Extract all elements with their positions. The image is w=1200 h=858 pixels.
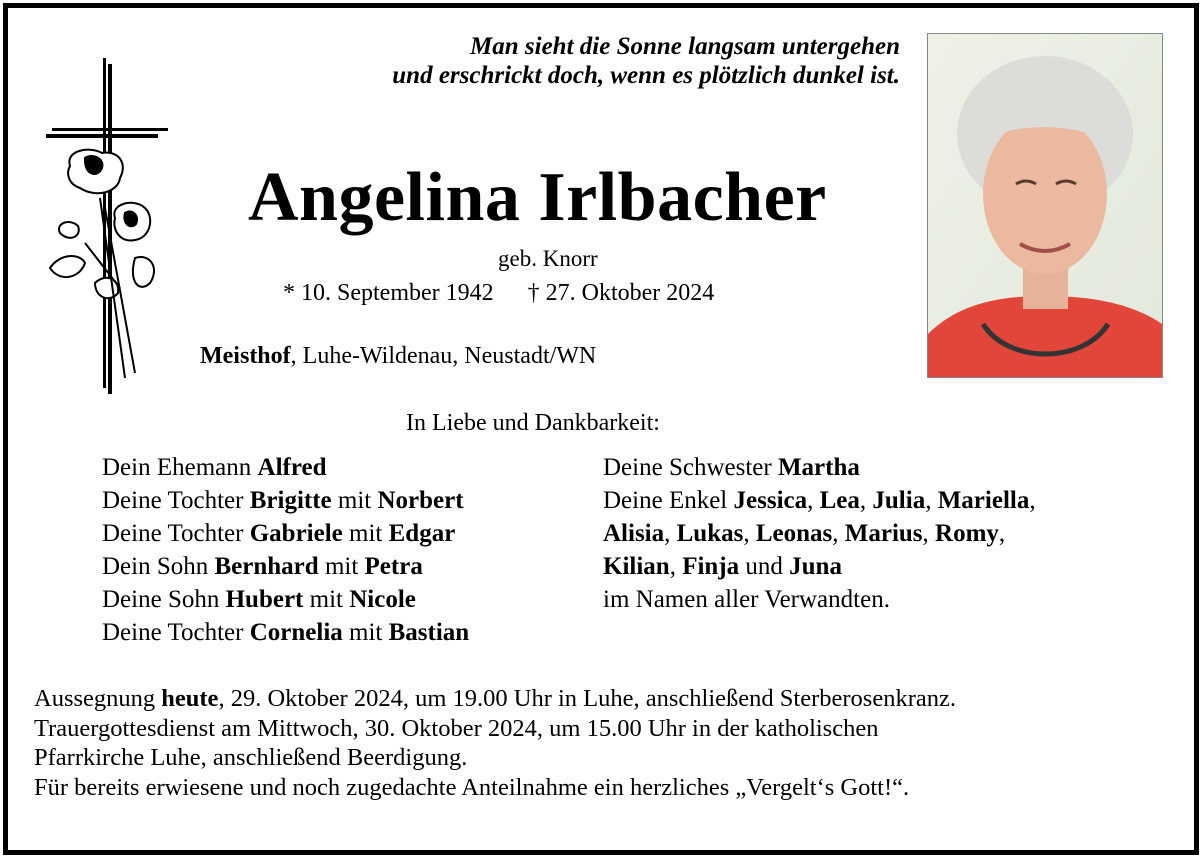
text-segment: , 29. Oktober 2024, um 19.00 Uhr in Luhe, anschließend Sterberosenkranz. [218,685,956,712]
name-highlight: Julia [872,487,926,514]
name-highlight: Petra [364,553,423,580]
text-segment: mit [342,520,389,547]
cross-with-roses-icon [40,58,180,398]
maiden-name: geb. Knorr [498,246,598,271]
text-segment: mit [303,586,350,613]
text-segment: Dein Sohn [102,553,215,580]
name-highlight: Hubert [225,586,304,613]
text-segment: Deine Tochter [102,520,250,547]
text-line [34,714,956,744]
text-segment: , [743,520,756,547]
text-line [102,550,469,583]
name-highlight: Brigitte [249,487,332,514]
text-segment: und [739,553,790,580]
service-details [34,684,956,802]
text-segment: Deine Enkel [603,487,734,514]
text-segment: , [832,520,845,547]
text-segment: , [1029,487,1036,514]
text-segment: Deine Sohn [102,586,226,613]
residence [200,343,596,370]
quote-line: Man sieht die Sonne langsam untergehen [470,33,900,60]
thanks-heading: In Liebe und Dankbarkeit: [406,410,660,436]
text-segment: , [669,553,683,580]
name-highlight: Leonas [755,520,833,547]
name-highlight: Juna [789,553,842,580]
name-highlight: Nicole [349,586,416,613]
portrait-photo [927,33,1163,378]
quote-line: und erschrickt doch, wenn es plötzlich dunkel ist. [392,62,900,89]
text-segment: im Namen aller Verwandten. [603,586,890,613]
text-segment: , [664,520,677,547]
name-highlight: Romy [935,520,999,547]
text-segment: Dein Ehemann [102,454,258,481]
text-line [102,583,469,616]
text-segment: , [859,487,873,514]
text-line [34,743,956,773]
name-highlight: Cornelia [249,619,343,646]
text-line [102,451,469,484]
name-highlight: Finja [682,553,740,580]
text-segment: , [998,520,1006,547]
text-segment: Deine Tochter [102,487,250,514]
name-highlight: Martha [777,454,860,481]
text-segment: Deine Tochter [102,619,250,646]
name-highlight: Bastian [388,619,470,646]
text-segment: mit [342,619,389,646]
name-highlight: Kilian [603,553,670,580]
birth-date: * 10. September 1942 [283,280,494,306]
name-highlight: Mariella [937,487,1030,514]
name-highlight: Alfred [257,454,327,481]
text-line [603,484,1036,517]
name-highlight: heute [161,685,219,712]
text-segment: Deine Schwester [603,454,778,481]
name-highlight: Jessica [733,487,808,514]
death-date: † 27. Oktober 2024 [527,280,715,306]
text-line [603,583,1036,616]
text-line [603,550,1036,583]
name-highlight: Lea [819,487,860,514]
text-segment: mit [331,487,378,514]
text-segment: , Luhe-Wildenau, Neustadt/WN [290,343,597,369]
text-line [34,684,956,714]
name-highlight: Marius [844,520,923,547]
text-line [603,517,1036,550]
name-highlight: Lukas [676,520,744,547]
text-line [102,484,469,517]
text-line [603,451,1036,484]
text-line [34,773,956,803]
name-highlight: Edgar [388,520,456,547]
life-dates [283,280,714,307]
text-segment: , [807,487,820,514]
text-line [102,517,469,550]
name-highlight: Norbert [377,487,464,514]
mourners-left [102,451,469,649]
text-segment: , [925,487,938,514]
text-segment: Trauergottesdienst am Mittwoch, 30. Oktober 2024, um 15.00 Uhr in der katholischen [34,714,879,742]
text-line [102,616,469,649]
name-highlight: Meisthof [200,343,291,369]
name-highlight: Bernhard [214,553,319,580]
text-segment: Für bereits erwiesene und noch zugedachte Anteilnahme ein herzliches „Vergelt‘s Gott!“. [34,773,910,801]
quote [392,32,900,90]
text-segment: Aussegnung [34,685,162,712]
mourners-right [603,451,1036,616]
text-segment: Pfarrkirche Luhe, anschließend Beerdigung. [34,744,468,771]
name-highlight: Gabriele [249,520,343,547]
text-segment: mit [318,553,365,580]
name-highlight: Alisia [603,520,665,547]
deceased-name: Angelina Irlbacher [248,159,827,236]
text-segment: , [922,520,936,547]
